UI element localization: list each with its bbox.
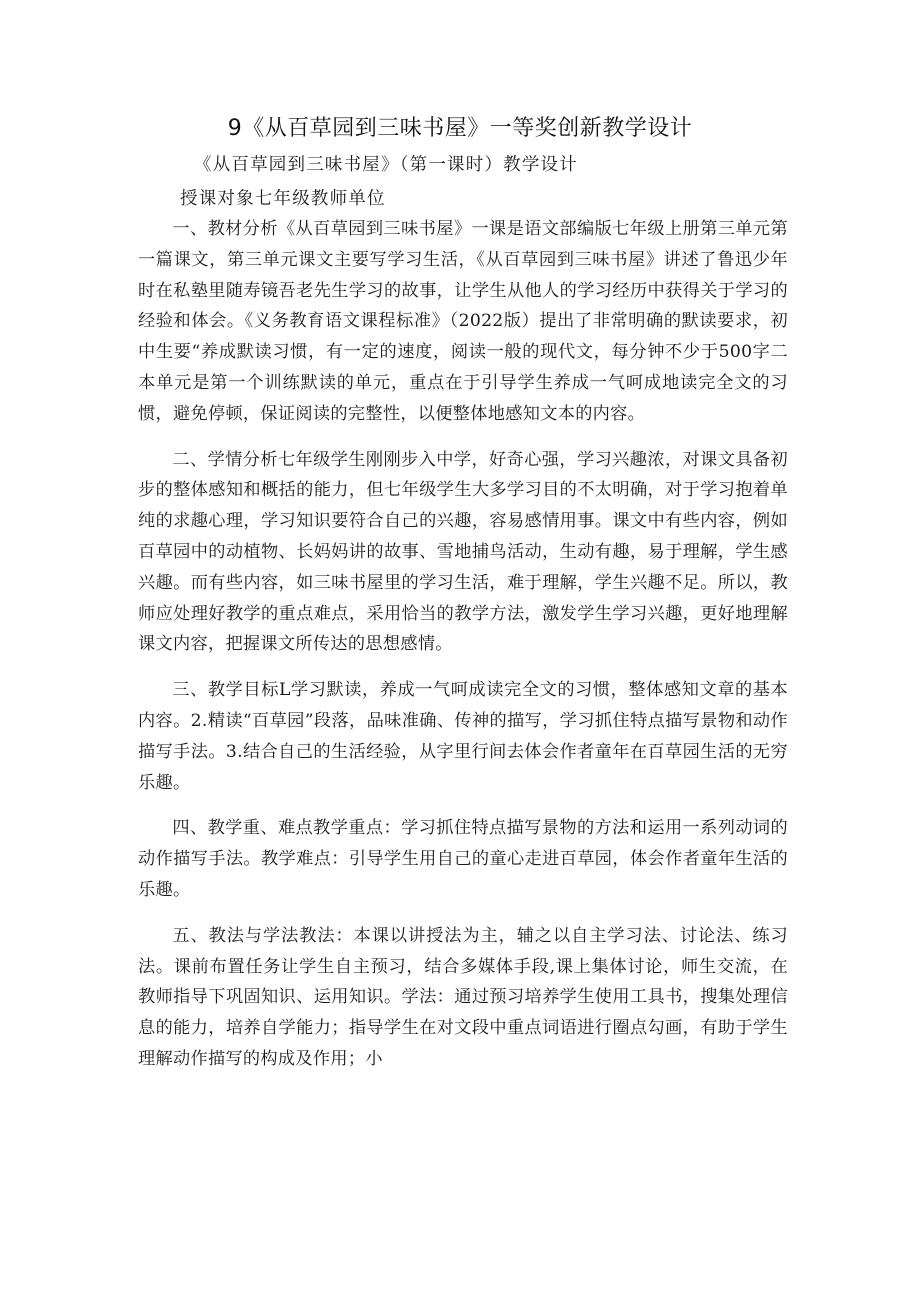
paragraph-teaching-methods: 五、教法与学法教法：本课以讲授法为主，辅之以自主学习法、讨论法、练习法。课前布置任务让学生自主预习，结合多媒体手段,课上集体讨论，师生交流，在教师指导下巩固知识、运用知识。学法：通过预习培养学生使用工具书，搜集处理信息的能力，培养自学能力；指导学生在对文段中重点词语进行圈点勾画，有助于学生理解动作描写的构成及作用；小 — [138, 925, 788, 1069]
document-title: 9《从百草园到三味书屋》一等奖创新教学设计 — [227, 116, 693, 141]
paragraph-key-points: 四、教学重、难点教学重点：学习抓住特点描写景物的方法和运用一系列动词的动作描写手法。教学难点：引导学生用自己的童心走进百草园，体会作者童年生活的乐趣。 — [138, 818, 788, 900]
document-body — [138, 214, 788, 1090]
paragraph-teaching-goals: 三、教学目标L学习默读，养成一气呵成读完全文的习惯，整体感知文章的基本内容。2.精读“百草园”段落，品味准确、传神的描写，学习抓住特点描写景物和动作描写手法。3.结合自己的生活经验，从字里行间去体会作者童年在百草园生活的无穷乐趣。 — [138, 680, 788, 793]
paragraph-textbook-analysis: 一、教材分析《从百草园到三味书屋》一课是语文部编版七年级上册第三单元第一篇课文，第三单元课文主要写学习生活，《从百草园到三味书屋》讲述了鲁迅少年时在私塾里随寿镜吾老先生学习的故事，让学生从他人的学习经历中获得关于学习的经验和体会。《义务教育语文课程标准》（2022版）提出了非常明确的默读要求，初中生要“养成默读习惯，有一定的速度，阅读一般的现代文，每分钟不少于500字二本单元是第一个训练默读的单元，重点在于引导学生养成一气呵成地读完全文的习惯，避免停顿，保证阅读的完整性，以便整体地感知文本的内容。 — [138, 219, 788, 424]
lesson-info-line: 授课对象七年级教师单位 — [180, 189, 386, 209]
document-subtitle: 《从百草园到三味书屋》（第一课时）教学设计 — [194, 155, 578, 175]
paragraph-student-analysis: 二、学情分析七年级学生刚刚步入中学，好奇心强，学习兴趣浓，对课文具备初步的整体感知和概括的能力，但七年级学生大多学习目的不太明确，对于学习抱着单纯的求趣心理，学习知识要符合自己的兴趣，容易感情用事。课文中有些内容，例如百草园中的动植物、长妈妈讲的故事、雪地捕鸟活动，生动有趣，易于理解，学生感兴趣。而有些内容，如三味书屋里的学习生活，难于理解，学生兴趣不足。所以，教师应处理好教学的重点难点，采用恰当的教学方法，激发学生学习兴趣，更好地理解课文内容，把握课文所传达的思想感情。 — [138, 449, 788, 655]
